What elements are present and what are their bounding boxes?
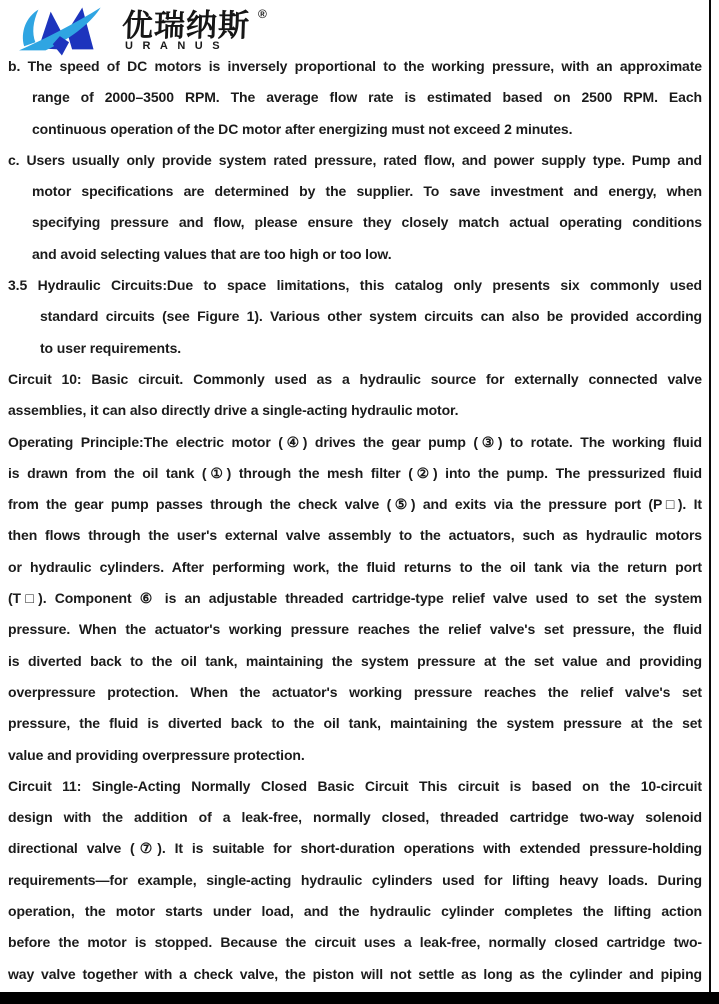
text-line: (T□). Component ⑥ is an adjustable threaded cartridge-type relief valve used to set the system [8,590,702,607]
text-line: to user requirements. [40,339,182,356]
text-line: Circuit 10: Basic circuit. Commonly used as a hydraulic source for externally connected valve [8,370,702,387]
text-line: or hydraulic cylinders. After performing work, the fluid returns to the oil tank via the return port [8,558,702,575]
text-line: continuous operation of the DC motor after energizing must not exceed 2 minutes. [32,120,573,137]
document-body [8,51,702,990]
text-line: directional valve (⑦). It is suitable for short-duration operations with extended pressure-holding [8,840,702,857]
text-line: range of 2000–3500 RPM. The average flow rate is estimated based on 2500 RPM. Each [32,89,702,106]
text-line: value and providing overpressure protection. [8,746,305,763]
text-line: before the motor is stopped. Because the circuit uses a leak-free, normally closed cartridge two- [8,934,702,951]
text-line: 3.5 Hydraulic Circuits:Due to space limitations, this catalog only presents six commonly used [8,277,702,294]
text-line: assemblies, it can also directly drive a single-acting hydraulic motor. [8,402,459,419]
registered-trademark-symbol: ® [258,7,267,21]
text-line: overpressure protection. When the actuator's working pressure reaches the relief valve's set [8,683,702,700]
text-line: pressure, the fluid is diverted back to the oil tank, maintaining the system pressure at the set [8,715,702,732]
text-line: specifying pressure and flow, please ensure they closely match actual operating conditions [32,214,702,231]
text-line: from the gear pump passes through the check valve (⑤) and exits via the pressure port (P□). It [8,496,702,513]
page-edge-bottom-bar [0,992,719,1004]
text-line: Circuit 11: Single-Acting Normally Closed Basic Circuit This circuit is based on the 10-circuit [8,777,702,794]
brand-name-english: URANUS [125,40,230,52]
text-line: and avoid selecting values that are too high or too low. [32,245,392,262]
text-line: motor specifications are determined by the supplier. To save investment and energy, when [32,183,702,200]
brand-name-chinese: 优瑞纳斯 [121,8,251,43]
text-line: Operating Principle:The electric motor (④) drives the gear pump (③) to rotate. The working fluid [8,433,702,450]
text-line: b. The speed of DC motors is inversely proportional to the working pressure, with an approximate [8,58,702,74]
text-line: is drawn from the oil tank (①) through the mesh filter (②) into the pump. The pressurized fluid [8,464,702,481]
page-edge-right-line [709,0,711,1004]
text-line: way valve together with a check valve, the piston will not settle as long as the cylinder and piping [8,965,702,982]
text-line: design with the addition of a leak-free, normally closed, threaded cartridge two-way solenoid [8,809,702,826]
text-line: operation, the motor starts under load, and the hydraulic cylinder completes the lifting action [8,903,702,920]
text-line: is diverted back to the oil tank, maintaining the system pressure at the set value and providing [8,652,702,669]
text-line: requirements—for example, single-acting hydraulic cylinders used for lifting heavy loads. During [8,871,702,888]
text-line: pressure. When the actuator's working pressure reaches the relief valve's set pressure, the fluid [8,621,702,638]
text-line: c. Users usually only provide system rated pressure, rated flow, and power supply type. Pump and [8,151,702,168]
text-line: standard circuits (see Figure 1). Various other system circuits can also be provided according [40,308,702,325]
uranus-logo-icon [16,5,118,57]
text-line: then flows through the user's external valve assembly to the actuators, such as hydraulic motors [8,527,702,544]
